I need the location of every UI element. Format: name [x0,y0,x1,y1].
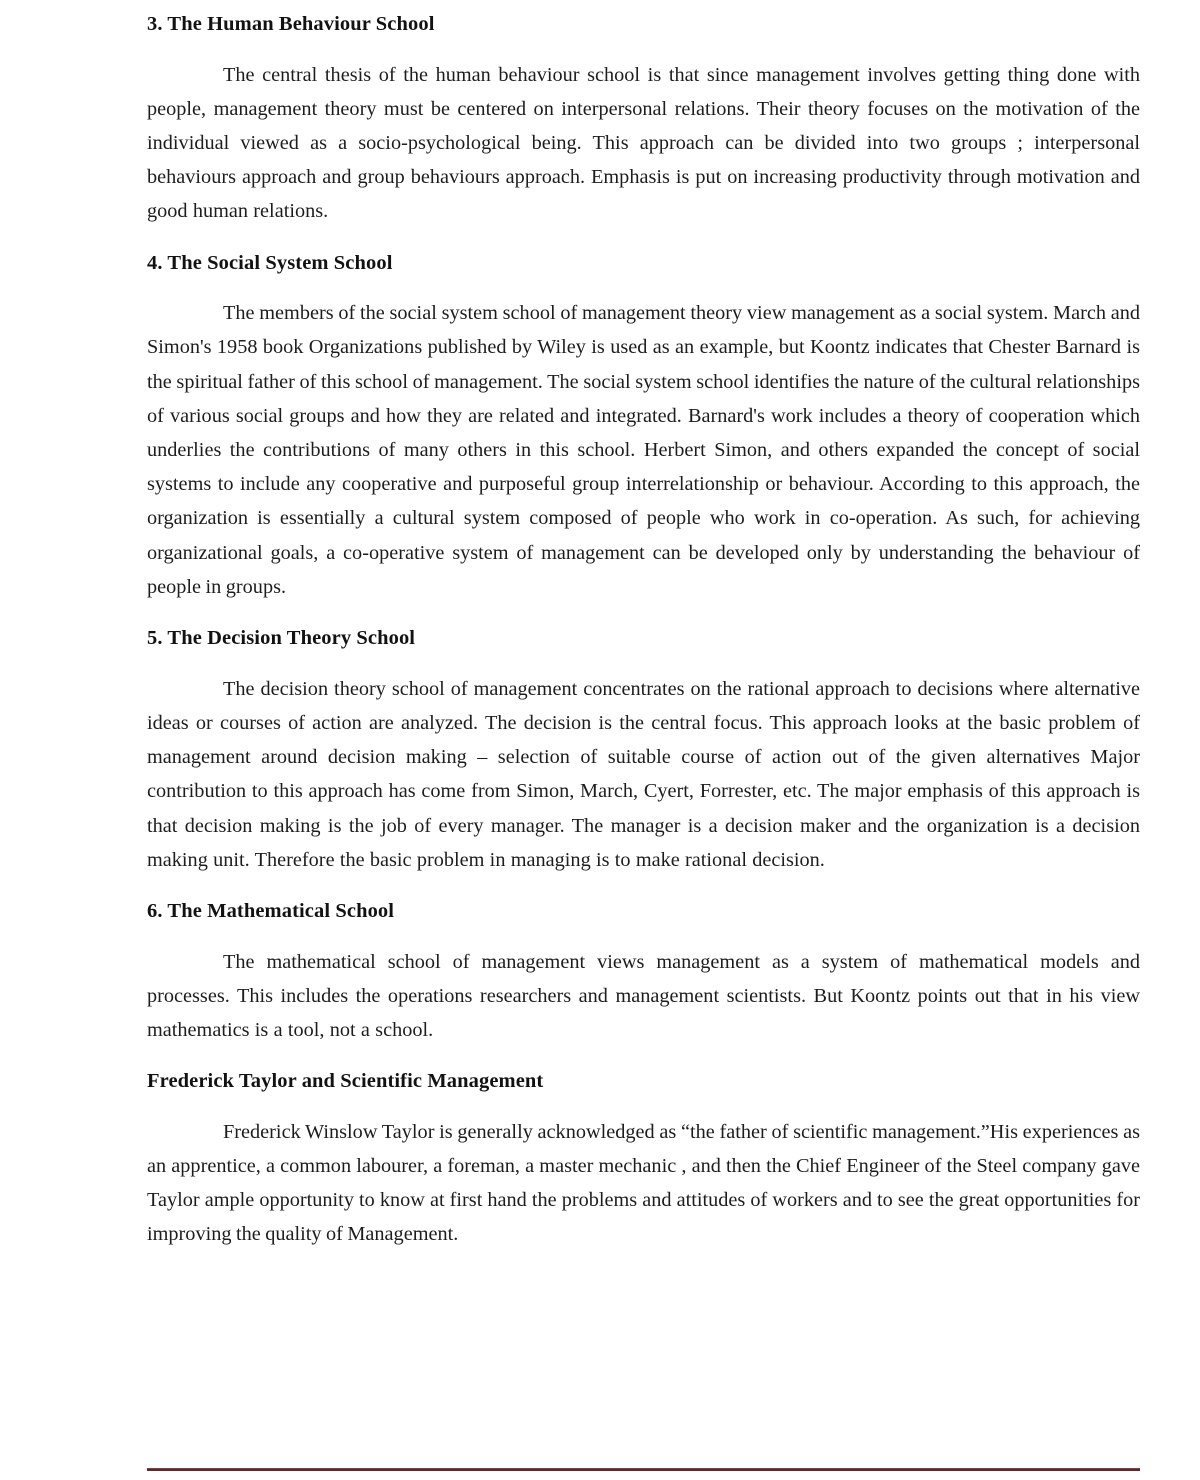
section-heading-human-behaviour-school: 3. The Human Behaviour School [147,13,435,35]
section-paragraph-social-system-school: The members of the social system school of management theory view management as a social system. March and Simon's 1958 book Organizations published by Wiley is used as an example, but Koontz indicates that Chester Barnard is the spiritual father of this school of management. The social system school identifies the nature of the cultural relationships of various social groups and how they are related and integrated. Barnard's work includes a theory of cooperation which underlies the contributions of many others in this school. Herbert Simon, and others expanded the concept of social systems to include any cooperative and purposeful group interrelationship or behaviour. According to this approach, the organization is essentially a cultural system composed of people who work in co-operation. As such, for achieving organizational goals, a co-operative system of management can be developed only by understanding the behaviour of people in groups. [147,302,1140,598]
section-paragraph-frederick-taylor-scientific-management: Frederick Winslow Taylor is generally acknowledged as “the father of scientific management.”His experiences as an apprentice, a common labourer, a foreman, a master mechanic , and then the Chief Engineer of the Steel company gave Taylor ample opportunity to know at first hand the problems and attitudes of workers and to see the great opportunities for improving the quality of Management. [147,1120,1140,1246]
section-paragraph-human-behaviour-school: The central thesis of the human behaviour school is that since management involves getting thing done with people, management theory must be centered on interpersonal relations. Their theory focuses on the motivation of the individual viewed as a socio-psychological being. This approach can be divided into two groups ; interpersonal behaviours approach and group behaviours approach. Emphasis is put on increasing productivity through motivation and good human relations. [147,63,1140,223]
section-heading-social-system-school: 4. The Social System School [147,251,393,274]
section-heading-mathematical-school: 6. The Mathematical School [147,899,395,922]
section-heading-decision-theory-school: 5. The Decision Theory School [147,627,416,650]
page-content [147,0,1140,1252]
footer-divider [147,1468,1140,1471]
section-paragraph-mathematical-school: The mathematical school of management views management as a system of mathematical models and processes. This includes the operations researchers and management scientists. But Koontz points out that in his view mathematics is a tool, not a school. [147,950,1140,1041]
section-heading-frederick-taylor-scientific-management: Frederick Taylor and Scientific Management [147,1070,544,1093]
section-paragraph-decision-theory-school: The decision theory school of management concentrates on the rational approach to decisions where alternative ideas or courses of action are analyzed. The decision is the central focus. This approach looks at the basic problem of management around decision making – selection of suitable course of action out of the given alternatives Major contribution to this approach has come from Simon, March, Cyert, Forrester, etc. The major emphasis of this approach is that decision making is the job of every manager. The manager is a decision maker and the organization is a decision making unit. Therefore the basic problem in managing is to make rational decision. [147,677,1140,871]
